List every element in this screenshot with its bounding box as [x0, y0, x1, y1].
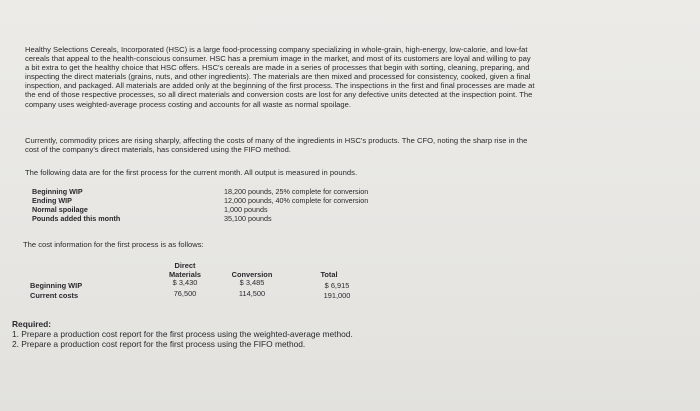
intro-line: inspecting the direct materials (grains, nuts, and other ingredients). The materials are then mixed and processed for consistency, cooked, given a final	[25, 72, 531, 82]
required-item: 1. Prepare a production cost report for the first process using the weighted-average method.	[12, 329, 353, 339]
cell-conversion: $ 3,485	[239, 278, 265, 288]
cell-conversion: 114,500	[238, 288, 266, 298]
commodity-paragraph	[25, 136, 680, 154]
intro-paragraph	[25, 45, 680, 109]
header-materials-line: Materials	[168, 269, 202, 279]
cell-direct: 76,500	[173, 288, 197, 298]
intro-line: a bit extra to get the healthy choice that HSC offers. HSC's cereals are made in a series of processes that begin with sorting, cleaning, preparing, and	[25, 63, 530, 73]
fact-value: 12,000 pounds, 40% complete for conversion	[224, 196, 369, 205]
cell-total: $ 6,915	[324, 281, 350, 290]
fact-label: Ending WIP	[32, 196, 72, 205]
fact-label: Pounds added this month	[32, 214, 121, 223]
data-intro-text: The following data are for the first process for the current month. All output is measured in pounds.	[25, 168, 358, 177]
row-label: Beginning WIP	[30, 281, 83, 290]
fact-value: 35,100 pounds	[224, 214, 272, 223]
commodity-line: cost of the company's direct materials, has considered using the FIFO method.	[25, 145, 291, 155]
header-direct-materials	[158, 262, 212, 279]
required-section	[12, 319, 353, 349]
row-label: Current costs	[30, 291, 79, 300]
required-item: 2. Prepare a production cost report for the first process using the FIFO method.	[12, 339, 306, 349]
fact-label: Beginning WIP	[32, 187, 83, 196]
header-conversion: Conversion	[231, 269, 273, 279]
fact-value: 1,000 pounds	[224, 205, 268, 214]
cell-direct: $ 3,430	[172, 278, 198, 288]
intro-line: inspection, and packaged. All materials are added only at the beginning of the first process. The inspections in the first and final processes are made at	[25, 81, 535, 91]
intro-line: cereals that appeal to the health-conscious consumer. HSC has a premium image in the market, and most of its customers are loyal and willing to pay	[25, 54, 531, 64]
required-heading: Required:	[12, 319, 52, 329]
cost-intro-text: The cost information for the first process is as follows:	[23, 240, 204, 249]
fact-value: 18,200 pounds, 25% complete for conversion	[224, 187, 369, 196]
header-direct-line: Direct	[174, 261, 196, 270]
cell-total: 191,000	[323, 291, 351, 300]
intro-line: Healthy Selections Cereals, Incorporated (HSC) is a large food-processing company specializing in whole-grain, high-energy, low-calorie, and low-fat	[25, 45, 528, 54]
header-total: Total	[320, 269, 338, 279]
intro-line: the end of those respective processes, so all direct materials and conversion costs are lost for any defective units detected at the inspection point. The	[25, 90, 533, 100]
commodity-line: Currently, commodity prices are rising sharply, affecting the costs of many of the ingredients in HSC's products. The CFO, noting the sharp rise in the	[25, 136, 528, 145]
intro-line: company uses weighted-average process costing and accounts for all waste as normal spoilage.	[25, 99, 352, 109]
fact-label: Normal spoilage	[32, 205, 88, 214]
